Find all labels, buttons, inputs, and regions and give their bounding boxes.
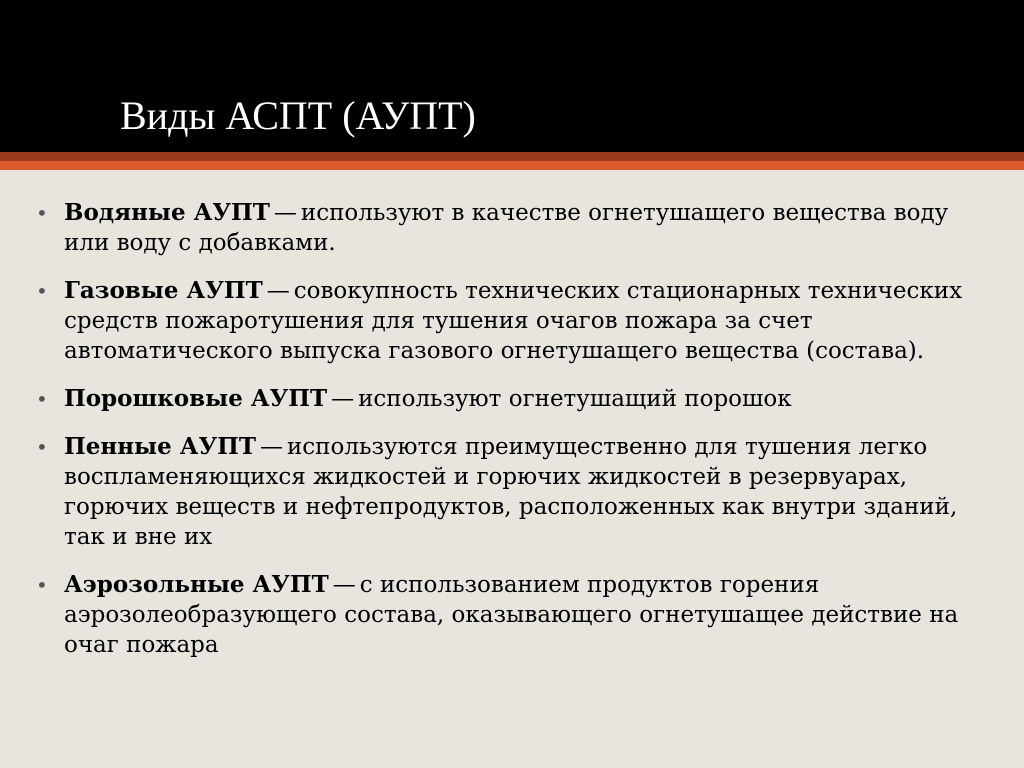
slide-content (36, 198, 996, 660)
bullet-icon: • (36, 573, 48, 597)
bullet-list (36, 198, 996, 660)
list-item-foam (36, 432, 996, 552)
slide-title: Виды АСПТ (АУПТ) (120, 93, 476, 138)
list-item-gas (36, 276, 996, 366)
item-term: Аэрозольные АУПТ (64, 571, 329, 598)
item-dash: — (266, 278, 290, 304)
item-description: совокупность технических стационарных технических средств пожаротушения для тушения очагов пожара за счет автоматического выпуска газового огнетушащего вещества (состава). (64, 278, 963, 364)
item-description: используют огнетушащий порошок (358, 386, 792, 412)
bullet-icon: • (36, 387, 48, 411)
item-dash: — (259, 434, 283, 460)
item-dash: — (331, 386, 355, 412)
bullet-icon: • (36, 435, 48, 459)
accent-stripe-dark (0, 152, 1024, 161)
item-dash: — (273, 200, 297, 226)
list-item-powder (36, 384, 996, 414)
item-description: с использованием продуктов горения аэрозолеобразующего состава, оказывающего огнетушащее действие на очаг пожара (64, 572, 959, 658)
list-item-aerosol (36, 570, 996, 660)
list-item-water (36, 198, 996, 258)
item-description: используют в качестве огнетушащего вещества воду или воду с добавками. (64, 200, 949, 256)
bullet-icon: • (36, 279, 48, 303)
accent-stripe (0, 161, 1024, 170)
item-term: Пенные АУПТ (64, 433, 256, 460)
item-term: Порошковые АУПТ (64, 385, 328, 412)
bullet-icon: • (36, 201, 48, 225)
item-description: используются преимущественно для тушения легко воспламеняющихся жидкостей и горючих жидкостей в резервуарах, горючих веществ и нефтепродуктов, расположенных как внутри зданий, так и вне их (64, 434, 958, 550)
item-dash: — (332, 572, 356, 598)
item-term: Газовые АУПТ (64, 277, 263, 304)
item-term: Водяные АУПТ (64, 199, 270, 226)
